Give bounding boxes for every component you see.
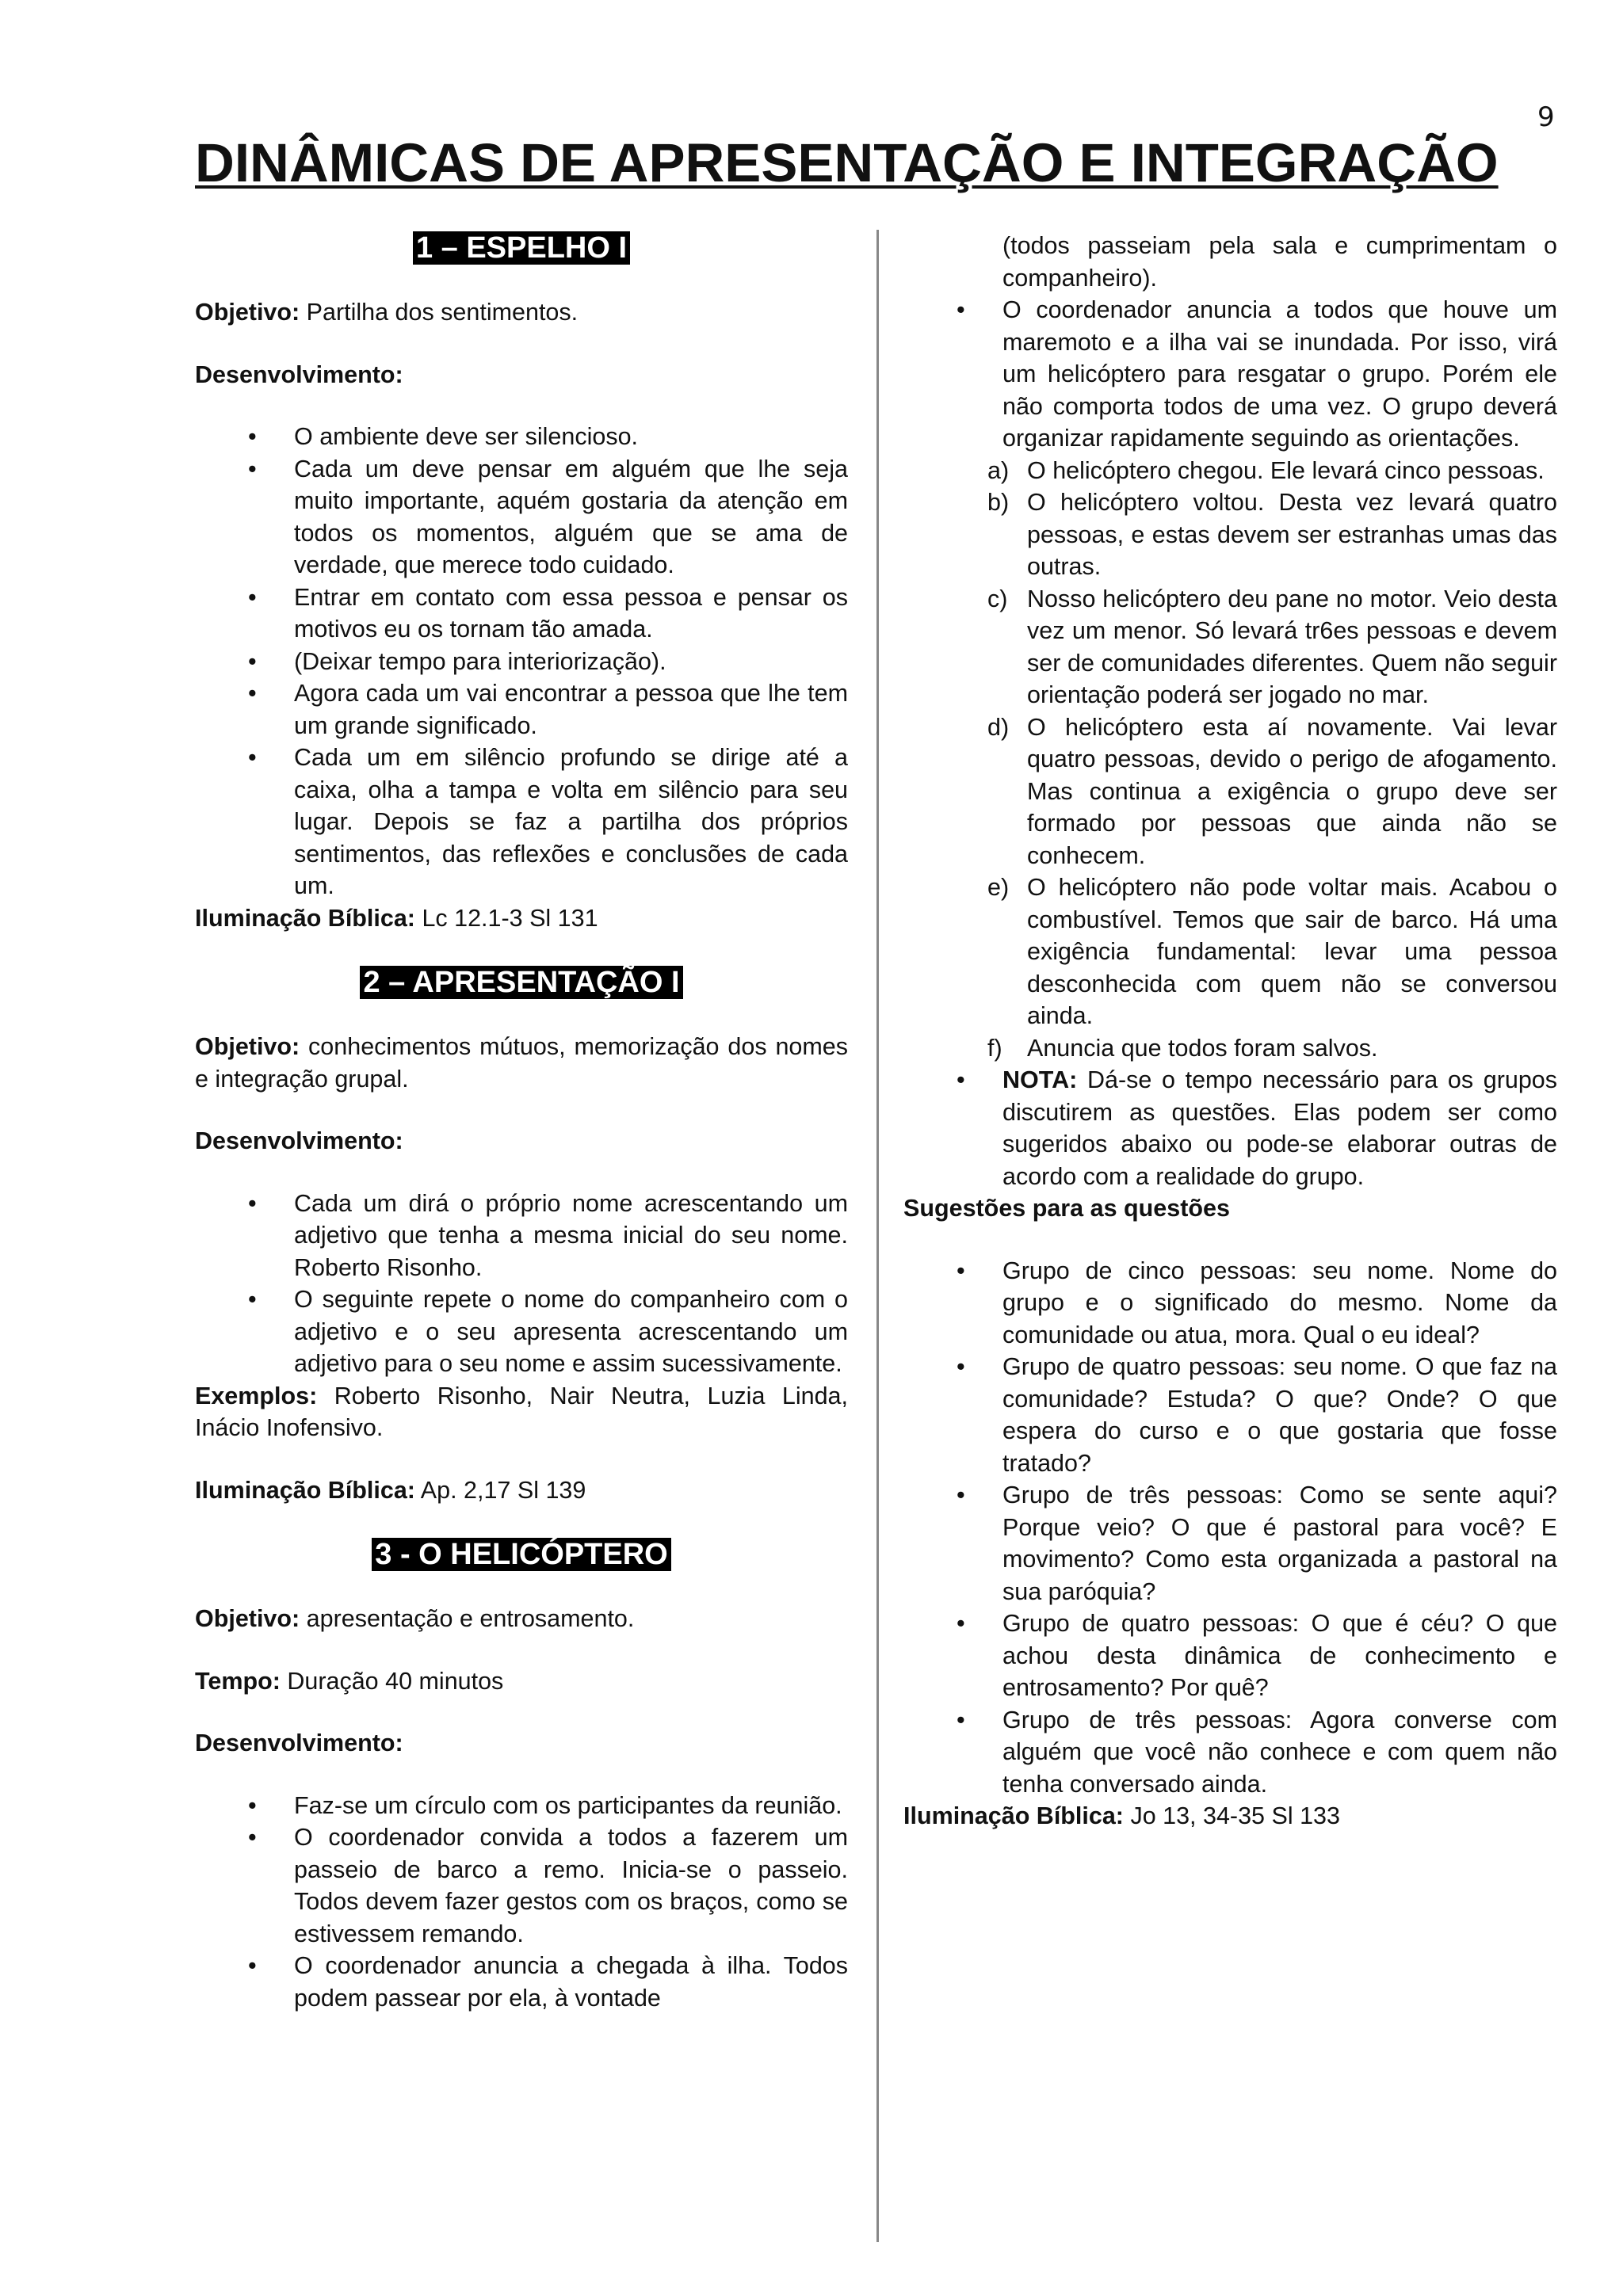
note-item: [1002, 1064, 1557, 1192]
bullet-list: [903, 1064, 1557, 1192]
list-item: • Cada um em silêncio profundo se dirige até a caixa, olha a tampa e volta em silêncio para seu lugar. Depois se faz a partilha dos próprios sentimentos, das reflexões e conclusões de cada um.: [294, 742, 848, 902]
list-item: • Entrar em contato com essa pessoa e pensar os motivos eu os tornam tão amada.: [294, 582, 848, 646]
time-line: [195, 1665, 848, 1698]
examples-line: [195, 1380, 848, 1444]
list-item: • Grupo de três pessoas: Como se sente aqui? Porque veio? O que é pastoral para você? E movimento? Como esta organizada a pastoral na sua paróquia?: [1002, 1479, 1557, 1608]
lettered-item: [987, 711, 1557, 872]
development-label: [195, 1125, 848, 1158]
left-column: [195, 230, 848, 2014]
biblical-label: Iluminação Bíblica:: [195, 1476, 415, 1504]
list-item: • O coordenador anuncia a chegada à ilha. Todos podem passear por ela, à vontade: [294, 1950, 848, 2014]
list-marker: d): [987, 713, 1010, 741]
lettered-text: Anuncia que todos foram salvos.: [1027, 1034, 1378, 1062]
time-label: Tempo:: [195, 1667, 281, 1695]
list-item: • O coordenador anuncia a todos que houve um maremoto e a ilha vai se inundada. Por isso, virá um helicóptero para resgatar o grupo. Porém ele não comporta todos de uma vez. O grupo deverá organizar rapidamente seguindo as orientações.: [1002, 294, 1557, 455]
list-marker: c): [987, 585, 1008, 612]
lettered-item: [987, 1032, 1557, 1065]
lettered-text: O helicóptero voltou. Desta vez levará quatro pessoas, e estas devem ser estranhas umas das outras.: [1027, 489, 1557, 580]
biblical-label: Iluminação Bíblica:: [903, 1802, 1124, 1829]
section-heading: [195, 964, 848, 1001]
list-marker: b): [987, 489, 1010, 516]
bullet-list: [903, 294, 1557, 455]
bullet-list: [195, 421, 848, 902]
lettered-text: O helicóptero chegou. Ele levará cinco pessoas.: [1027, 456, 1545, 484]
list-item: • Cada um deve pensar em alguém que lhe seja muito importante, aquém gostaria da atenção em todos os momentos, alguém que se ama de verdade, que merece todo cuidado.: [294, 453, 848, 582]
bullet-list: [195, 1188, 848, 1380]
examples-label: Exemplos:: [195, 1382, 318, 1409]
section-heading: [195, 230, 848, 266]
list-item: • O coordenador convida a todos a fazerem um passeio de barco a remo. Inicia-se o passeio. Todos devem fazer gestos com os braços, como se estivessem remando.: [294, 1821, 848, 1950]
biblical-label: Iluminação Bíblica:: [195, 904, 415, 932]
objective-label: Objetivo:: [195, 1033, 300, 1060]
lettered-item: [987, 583, 1557, 711]
list-marker: f): [987, 1034, 1002, 1062]
list-item: • Agora cada um vai encontrar a pessoa que lhe tem um grande significado.: [294, 677, 848, 742]
examples-text: Roberto Risonho, Nair Neutra, Luzia Linda, Inácio Inofensivo.: [195, 1382, 848, 1441]
biblical-text: Ap. 2,17 Sl 139: [414, 1476, 586, 1504]
list-item: • Grupo de três pessoas: Agora converse com alguém que você não conhece e com quem não tenha conversado ainda.: [1002, 1704, 1557, 1801]
biblical-text: Lc 12.1-3 Sl 131: [414, 904, 598, 932]
bullet-list: [903, 1255, 1557, 1801]
objective-text: Partilha dos sentimentos.: [300, 299, 579, 326]
biblical-reference: [195, 1474, 848, 1507]
list-item: • (Deixar tempo para interiorização).: [294, 646, 848, 678]
objective-text: apresentação e entrosamento.: [300, 1605, 635, 1632]
development-label-text: Desenvolvimento:: [195, 360, 403, 388]
list-item: • O seguinte repete o nome do companheiro com o adjetivo e o seu apresenta acrescentando um adjetivo para o seu nome e assim sucessivamente.: [294, 1283, 848, 1380]
list-item: • Grupo de quatro pessoas: O que é céu? O que achou desta dinâmica de conhecimento e entrosamento? Por quê?: [1002, 1608, 1557, 1704]
list-item: • Cada um dirá o próprio nome acrescentando um adjetivo que tenha a mesma inicial do seu nome. Roberto Risonho.: [294, 1188, 848, 1284]
lettered-item: [987, 871, 1557, 1032]
objective-label: Objetivo:: [195, 1605, 300, 1632]
right-column: [903, 230, 1557, 1833]
note-text: Dá-se o tempo necessário para os grupos discutirem as questões. Elas podem ser como sugeridos abaixo ou pode-se elaborar outras de acordo com a realidade do grupo.: [1002, 1066, 1557, 1190]
suggestions-heading: Sugestões para as questões: [903, 1195, 1230, 1222]
objective-line: [195, 1603, 848, 1635]
lettered-item: [987, 455, 1557, 487]
biblical-reference: [195, 902, 848, 935]
list-item: • Faz-se um círculo com os participantes da reunião.: [294, 1790, 848, 1822]
objective-line: [195, 1031, 848, 1095]
page-title: DINÂMICAS DE APRESENTAÇÃO E INTEGRAÇÃO: [195, 132, 1499, 193]
lettered-list: [903, 455, 1557, 1065]
bullet-list: [195, 1790, 848, 2015]
lettered-text: O helicóptero não pode voltar mais. Acabou o combustível. Temos que sair de barco. Há uma exigência fundamental: levar uma pessoa desconhecida com quem não se conversou ainda.: [1027, 874, 1557, 1029]
section-title-espelho: 1 – ESPELHO I: [413, 231, 630, 265]
lettered-text: O helicóptero esta aí novamente. Vai levar quatro pessoas, devido o perigo de afogamento. Mas continua a exigência o grupo deve ser formado por pessoas que ainda não se conhecem.: [1027, 713, 1557, 869]
list-item: • Grupo de quatro pessoas: seu nome. O que faz na comunidade? Estuda? O que? Onde? O que espera do curso e o que gostaria que fosse tratado?: [1002, 1351, 1557, 1479]
list-marker: a): [987, 456, 1010, 484]
development-label-text: Desenvolvimento:: [195, 1730, 403, 1756]
column-divider: [876, 230, 879, 2242]
list-marker: e): [987, 874, 1010, 901]
list-item: • Grupo de cinco pessoas: seu nome. Nome do grupo e o significado do mesmo. Nome da comunidade ou atua, mora. Qual o eu ideal?: [1002, 1255, 1557, 1352]
note-label: NOTA:: [1002, 1066, 1078, 1093]
objective-label: Objetivo:: [195, 299, 300, 326]
section-title-helicoptero: 3 - O HELICÓPTERO: [372, 1538, 670, 1571]
development-label-text: Desenvolvimento:: [195, 1127, 403, 1154]
list-item: • O ambiente deve ser silencioso.: [294, 421, 848, 453]
lettered-text: Nosso helicóptero deu pane no motor. Veio desta vez um menor. Só levará tr6es pessoas e devem ser de comunidades diferentes. Quem não seguir orientação poderá ser jogado no mar.: [1027, 585, 1557, 708]
time-text: Duração 40 minutos: [280, 1667, 504, 1695]
lettered-item: [987, 486, 1557, 583]
development-label: [195, 359, 848, 391]
section-heading: [195, 1536, 848, 1573]
biblical-reference: [903, 1800, 1557, 1833]
objective-text: conhecimentos mútuos, memorização dos nomes e integração grupal.: [195, 1033, 848, 1093]
development-label: [195, 1727, 848, 1760]
objective-line: [195, 296, 848, 329]
continuation-text: (todos passeiam pela sala e cumprimentam o companheiro).: [1002, 232, 1557, 292]
section-title-apresentacao: 2 – APRESENTAÇÃO I: [360, 966, 682, 999]
page-number: 9: [1537, 101, 1555, 133]
biblical-text: Jo 13, 34-35 Sl 133: [1123, 1802, 1340, 1829]
